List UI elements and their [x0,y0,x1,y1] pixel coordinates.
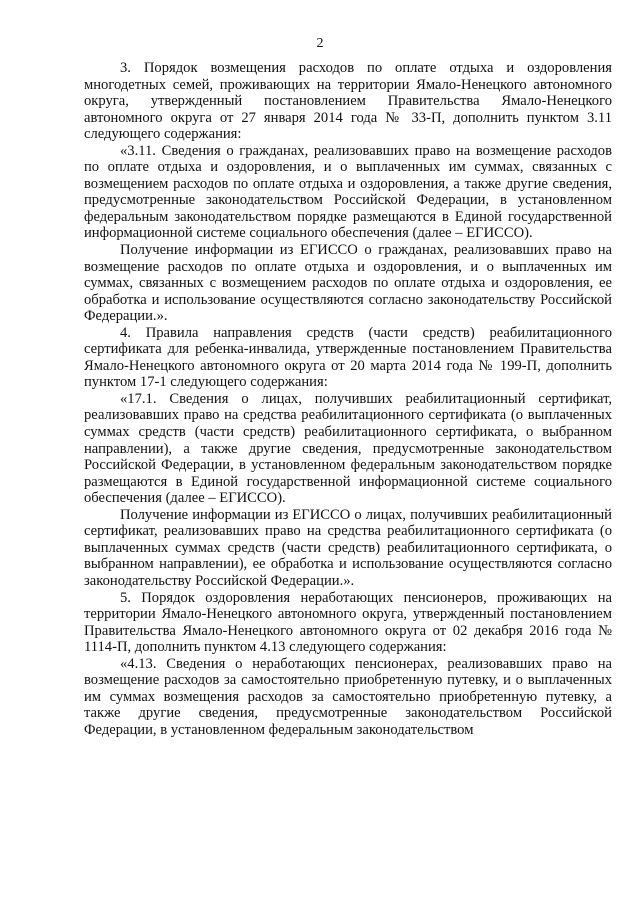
paragraph-egisso-info-1: Получение информации из ЕГИССО о гражданах, реализовавших право на возмещение расходов по оплате отдыха и оздоровления, и о выплаченных им суммах, связанных с возмещением расходов по оплате отдыха и оздоровления, ее обработка и использование осуществляются согласно законодательству Российской Федерации.». [84,242,612,325]
paragraph-quote-17-1: «17.1. Сведения о лицах, получивших реабилитационный сертификат, реализовавших право на средства реабилитационного сертификата (о выплаченных суммах средств (части средств) реабилитационного сертификата, о выбранном направлении), а также другие сведения, предусмотренные законодательством Российской Федерации, в установленном федеральным законодательством порядке размещаются в Единой государственной информационной системе социального обеспечения (далее – ЕГИССО). [84,390,612,507]
paragraph-item-3: 3. Порядок возмещения расходов по оплате отдыха и оздоровления многодетных семей, проживающих на территории Ямало-Ненецкого автономного округа, утвержденный постановлением Правительства Ямало-Ненецкого автономного округа от 27 января 2014 года № 33-П, дополнить пунктом 3.11 следующего содержания: [84,60,612,143]
page-number: 2 [316,36,324,51]
paragraph-item-5: 5. Порядок оздоровления неработающих пенсионеров, проживающих на территории Ямало-Ненецкого автономного округа, утвержденный постановлением Правительства Ямало-Ненецкого автономного округа от 02 декабря 2016 года № 1114-П, дополнить пунктом 4.13 следующего содержания: [84,589,612,656]
paragraph-quote-4-13: «4.13. Сведения о неработающих пенсионерах, реализовавших право на возмещение расходов за самостоятельно приобретенную путевку, и о выплаченных им суммах возмещения расходов за самостоятельно приобретенную путевку, а также другие сведения, предусмотренные законодательством Российской Федерации, в установленном федеральным законодательством [84,655,612,738]
paragraph-egisso-info-2: Получение информации из ЕГИССО о лицах, получивших реабилитационный сертификат, реализовавших право на средства реабилитационного сертификата (о выплаченных суммах средств (части средств) реабилитационного сертификата, о выбранном направлении), ее обработка и использование осуществляются согласно законодательству Российской Федерации.». [84,506,612,589]
paragraph-item-4: 4. Правила направления средств (части средств) реабилитационного сертификата для ребенка-инвалида, утвержденные постановлением Правительства Ямало-Ненецкого автономного округа от 20 марта 2014 года № 199-П, дополнить пунктом 17-1 следующего содержания: [84,324,612,391]
document-body [84,60,612,738]
paragraph-quote-3-11: «3.11. Сведения о гражданах, реализовавших право на возмещение расходов по оплате отдыха и оздоровления, и о выплаченных им суммах, связанных с возмещением расходов по оплате отдыха и оздоровления, а также другие сведения, предусмотренные законодательством Российской Федерации, в установленном федеральным законодательством порядке размещаются в Единой государственной информационной системе социального обеспечения (далее – ЕГИССО). [84,142,612,242]
